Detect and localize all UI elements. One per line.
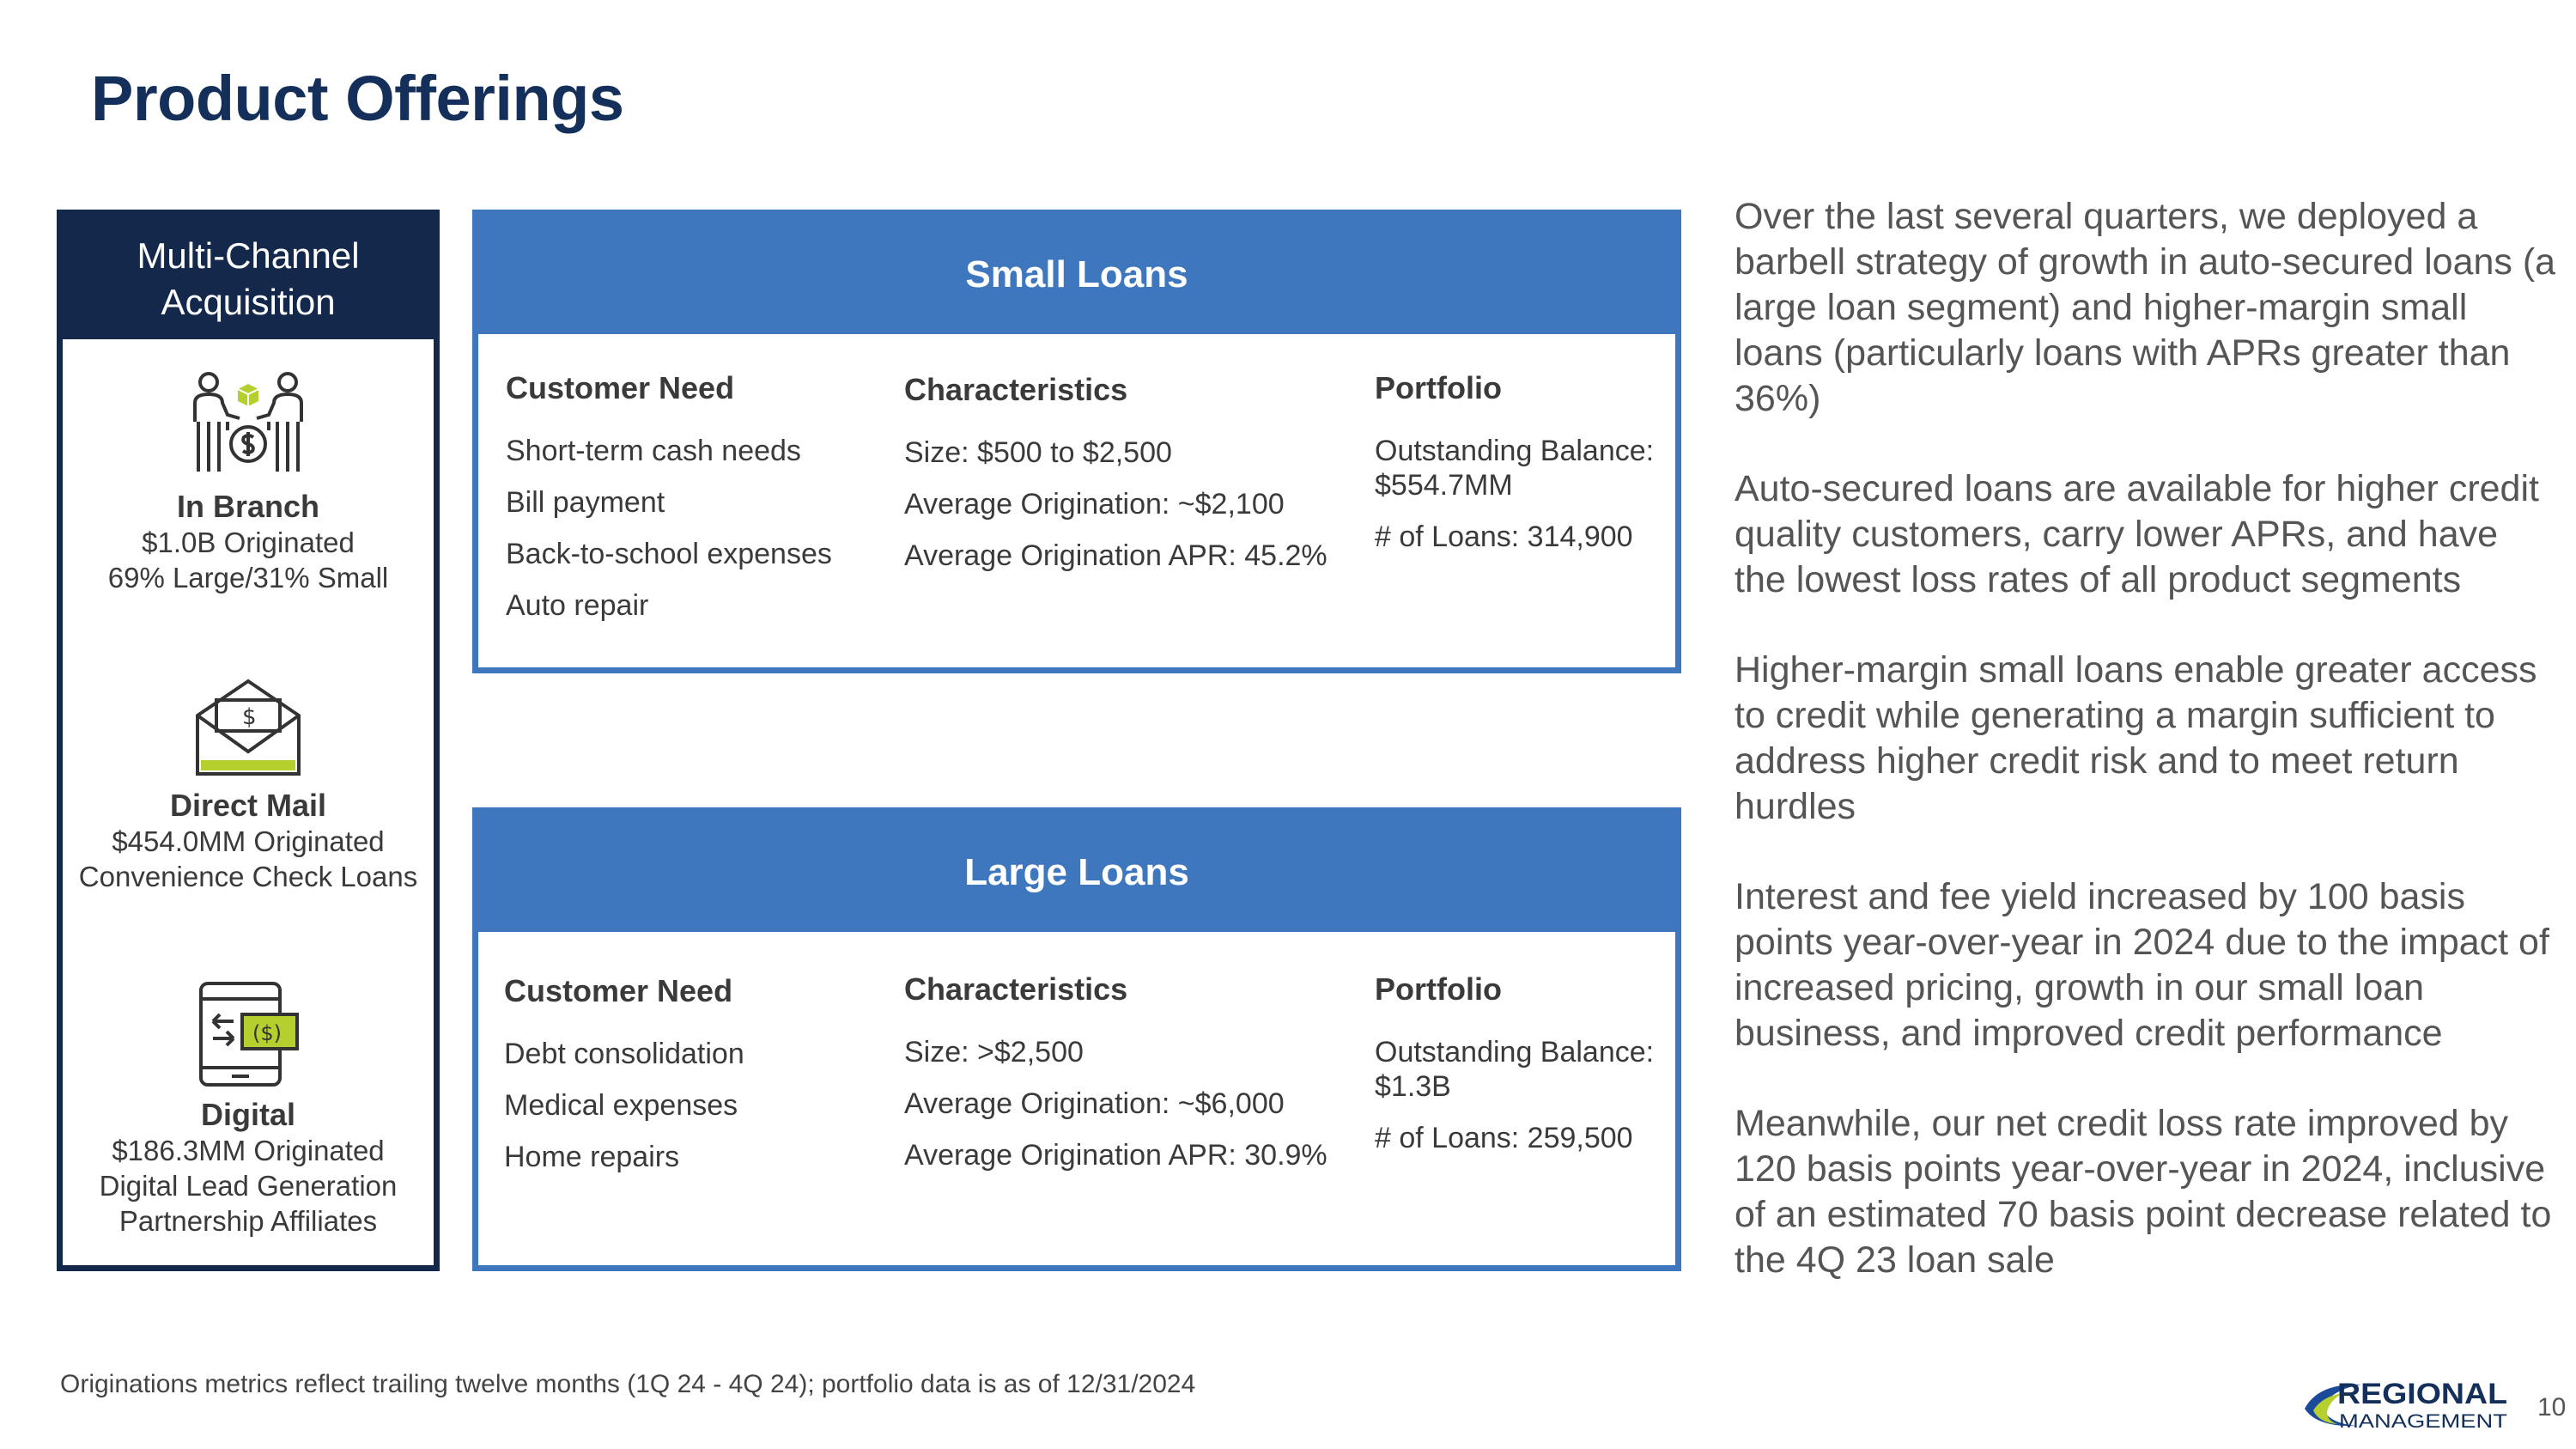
loan-count: # of Loans: 259,500 [1375,1122,1633,1154]
column-header: Portfolio [1375,370,1502,405]
list-item: Size: $500 to $2,500 [904,436,1172,469]
channel-mix: 69% Large/31% Small [107,562,389,594]
narrative-paragraph: Over the last several quarters, we deployed a barbell strategy of growth in auto-secured loans (a large loan segment) and higher-margin small loans (particularly loans with APRs greater than 36%) [1735,196,2556,419]
footnote: Originations metrics reflect trailing twelve months (1Q 24 - 4Q 24); portfolio data is as of 12/31/2024 [60,1370,1196,1398]
mail-icon [192,678,304,781]
channel-name: In Branch [176,489,320,524]
narrative-text [1735,194,2559,1328]
branch-icon [188,370,308,482]
large-loans-box [472,807,1681,1271]
small-customer-need [506,370,884,640]
small-loans-box [472,210,1681,673]
regional-logo-icon [2301,1374,2516,1434]
large-characteristics [904,971,1368,1190]
list-item: Size: >$2,500 [904,1036,1084,1068]
column-header: Characteristics [904,372,1128,407]
list-item: Average Origination APR: 30.9% [904,1139,1327,1172]
company-logo [2301,1374,2516,1434]
svg-text:($): ($) [252,1021,282,1045]
acquisition-header [63,216,434,339]
logo-line2: MANAGEMENT [2339,1410,2507,1432]
small-characteristics [904,372,1368,590]
column-header: Customer Need [506,370,735,405]
narrative-paragraph: Higher-margin small loans enable greater access to credit while generating a margin sufficient to address higher credit risk and to meet return hurdles [1735,649,2537,827]
channel-detail: Partnership Affiliates [118,1205,378,1237]
large-loans-title: Large Loans [478,813,1675,932]
channel-name: Direct Mail [169,788,327,823]
list-item: Average Origination: ~$6,000 [904,1087,1285,1120]
list-item: Average Origination APR: 45.2% [904,539,1327,572]
list-item: Bill payment [506,486,665,519]
logo-line1: REGIONAL [2337,1378,2507,1410]
svg-text:$: $ [242,704,257,730]
list-item: Auto repair [506,589,649,622]
loan-count: # of Loans: 314,900 [1375,521,1633,553]
large-portfolio [1375,971,1675,1172]
list-item: Medical expenses [504,1089,738,1122]
page-number: 10 [2537,1393,2567,1422]
column-header: Characteristics [904,971,1128,1007]
acquisition-panel [57,210,440,1271]
channel-in-branch [63,370,434,595]
list-item: Average Origination: ~$2,100 [904,488,1285,521]
digital-icon [192,978,304,1090]
page-title: Product Offerings [91,63,624,134]
list-item: Home repairs [504,1141,680,1173]
small-portfolio [1375,370,1675,571]
channel-digital [63,978,434,1239]
narrative-paragraph: Meanwhile, our net credit loss rate improved by 120 basis points year-over-year in 2024, inclusive of an estimated 70 basis point decrease related to the 4Q 23 loan sale [1735,1103,2552,1281]
balance-label: Outstanding Balance: [1375,435,1655,467]
balance-label: Outstanding Balance: [1375,1036,1655,1068]
channel-originated: $186.3MM Originated [112,1135,385,1166]
balance-value: $1.3B [1375,1070,1451,1103]
narrative-paragraph: Interest and fee yield increased by 100 basis points year-over-year in 2024 due to the impact of increased pricing, growth in our small loan business, and improved credit performance [1735,876,2549,1054]
channel-detail: Digital Lead Generation [99,1170,398,1202]
acquisition-header-line2: Acquisition [161,282,336,322]
column-header: Portfolio [1375,971,1502,1007]
column-header: Customer Need [504,973,733,1008]
channel-name: Digital [200,1097,295,1132]
channel-direct-mail [63,678,434,894]
small-loans-title: Small Loans [478,216,1675,334]
channel-product: Convenience Check Loans [78,861,418,892]
balance-value: $554.7MM [1375,469,1513,502]
channel-originated: $1.0B Originated [142,527,355,558]
large-customer-need [504,973,882,1191]
channel-originated: $454.0MM Originated [112,825,385,857]
list-item: Debt consolidation [504,1038,744,1070]
list-item: Back-to-school expenses [506,538,832,570]
acquisition-header-line1: Multi-Channel [137,235,360,276]
list-item: Short-term cash needs [506,435,801,467]
narrative-paragraph: Auto-secured loans are available for higher credit quality customers, carry lower APRs, and have the lowest loss rates of all product segments [1735,468,2539,600]
